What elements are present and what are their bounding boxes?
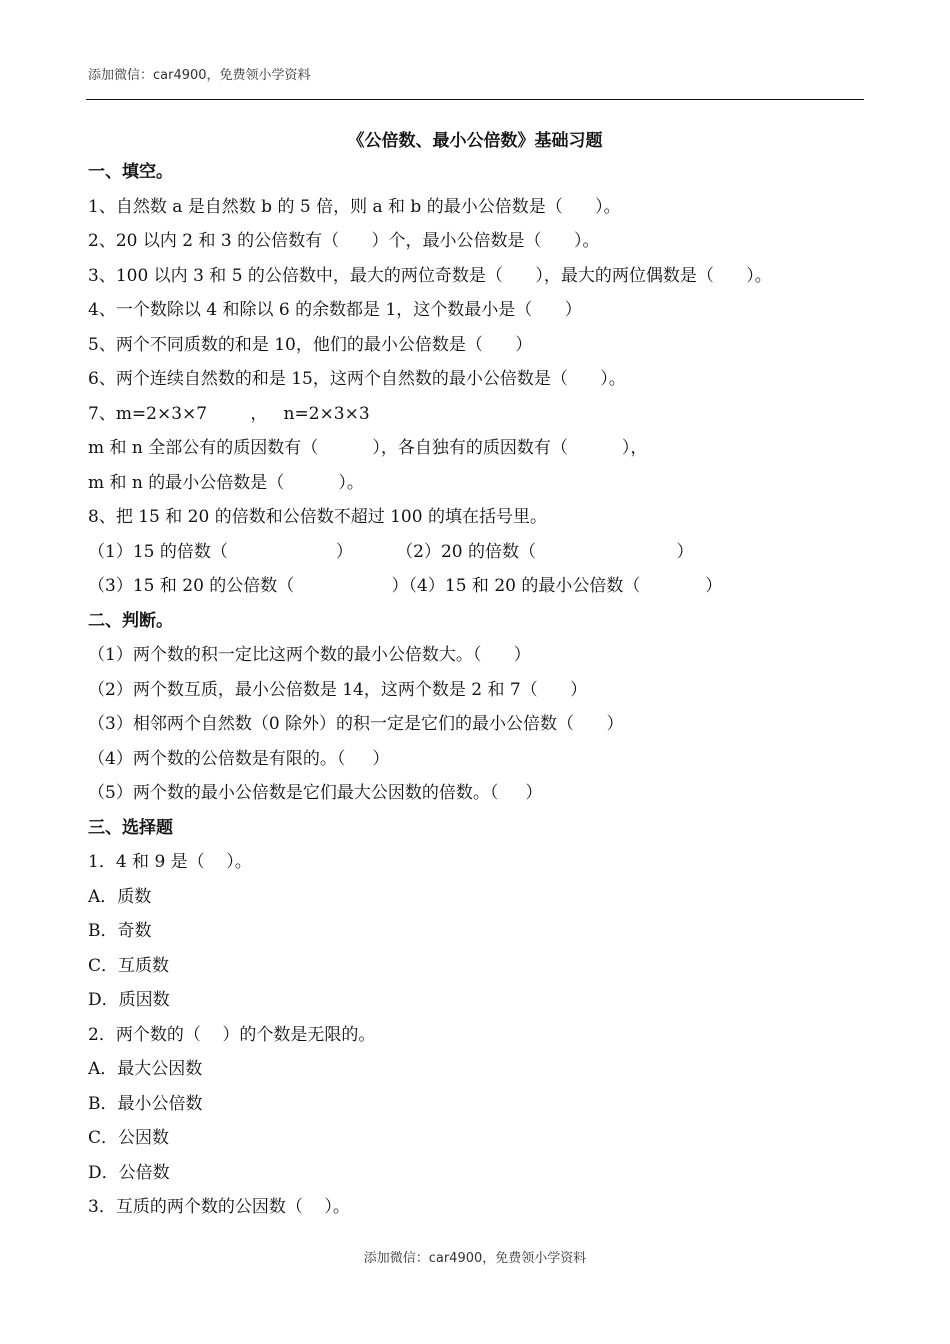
choice-option: B．奇数 [88, 921, 152, 941]
fill-question-7: 7、m=2×3×7 ， n=2×3×3 [88, 403, 370, 424]
section-heading-choice: 三、选择题 [88, 817, 173, 838]
choice-option: D．公倍数 [88, 1162, 170, 1183]
judge-item-4: （4）两个数的公倍数是有限的。（ ） [88, 748, 390, 769]
fill-question-8: 8、把 15 和 20 的倍数和公倍数不超过 100 的填在括号里。 [88, 507, 547, 527]
header-note: 添加微信：car4900，免费领小学资料 [88, 68, 311, 83]
worksheet-body [88, 160, 868, 1230]
judge-item-5: （5）两个数的最小公倍数是它们最大公因数的倍数。（ ） [88, 783, 543, 803]
fill-question-1: 1、自然数 a 是自然数 b 的 5 倍，则 a 和 b 的最小公倍数是（ ）。 [88, 196, 621, 217]
judge-item-1: （1）两个数的积一定比这两个数的最小公倍数大。（ ） [88, 645, 531, 665]
fill-question-8-row-1: （1）15 的倍数（ ） （2）20 的倍数（ ） [88, 541, 694, 562]
choice-option: D．质因数 [88, 990, 170, 1010]
fill-question-7-part-a: m 和 n 全部公有的质因数有（ ），各自独有的质因数有（ ）， [88, 438, 648, 458]
fill-question-2: 2、20 以内 2 和 3 的公倍数有（ ）个，最小公倍数是（ ）。 [88, 231, 600, 251]
choice-question-2: 2．两个数的（ ）的个数是无限的。 [88, 1024, 376, 1045]
choice-question-3: 3．互质的两个数的公因数（ ）。 [88, 1197, 350, 1217]
fill-question-4: 4、一个数除以 4 和除以 6 的余数都是 1，这个数最小是（ ） [88, 300, 582, 320]
section-heading-fill: 一、填空。 [88, 162, 173, 182]
fill-question-3: 3、100 以内 3 和 5 的公倍数中，最大的两位奇数是（ ），最大的两位偶数是（ ）。 [88, 265, 772, 286]
choice-question-1: 1．4 和 9 是（ ）。 [88, 852, 252, 872]
choice-option: A．质数 [88, 886, 152, 907]
fill-question-8-row-2: （3）15 和 20 的公倍数（ ）（4）15 和 20 的最小公倍数（ ） [88, 576, 723, 596]
choice-option: B．最小公倍数 [88, 1093, 203, 1114]
choice-option: C．公因数 [88, 1128, 170, 1148]
fill-question-6: 6、两个连续自然数的和是 15，这两个自然数的最小公倍数是（ ）。 [88, 369, 626, 389]
choice-option: A．最大公因数 [88, 1059, 203, 1079]
judge-item-2: （2）两个数互质，最小公倍数是 14，这两个数是 2 和 7（ ） [88, 679, 588, 700]
choice-option: C．互质数 [88, 955, 170, 976]
fill-question-5: 5、两个不同质数的和是 10，他们的最小公倍数是（ ） [88, 334, 533, 355]
fill-question-7-part-b: m 和 n 的最小公倍数是（ ）。 [88, 472, 364, 493]
footer-note: 添加微信：car4900，免费领小学资料 [363, 1251, 587, 1266]
document-title: 《公倍数、最小公倍数》基础习题 [347, 131, 603, 151]
judge-item-3: （3）相邻两个自然数（0 除外）的积一定是它们的最小公倍数（ ） [88, 714, 624, 734]
section-heading-judge: 二、判断。 [88, 610, 173, 631]
header-divider [86, 99, 864, 100]
